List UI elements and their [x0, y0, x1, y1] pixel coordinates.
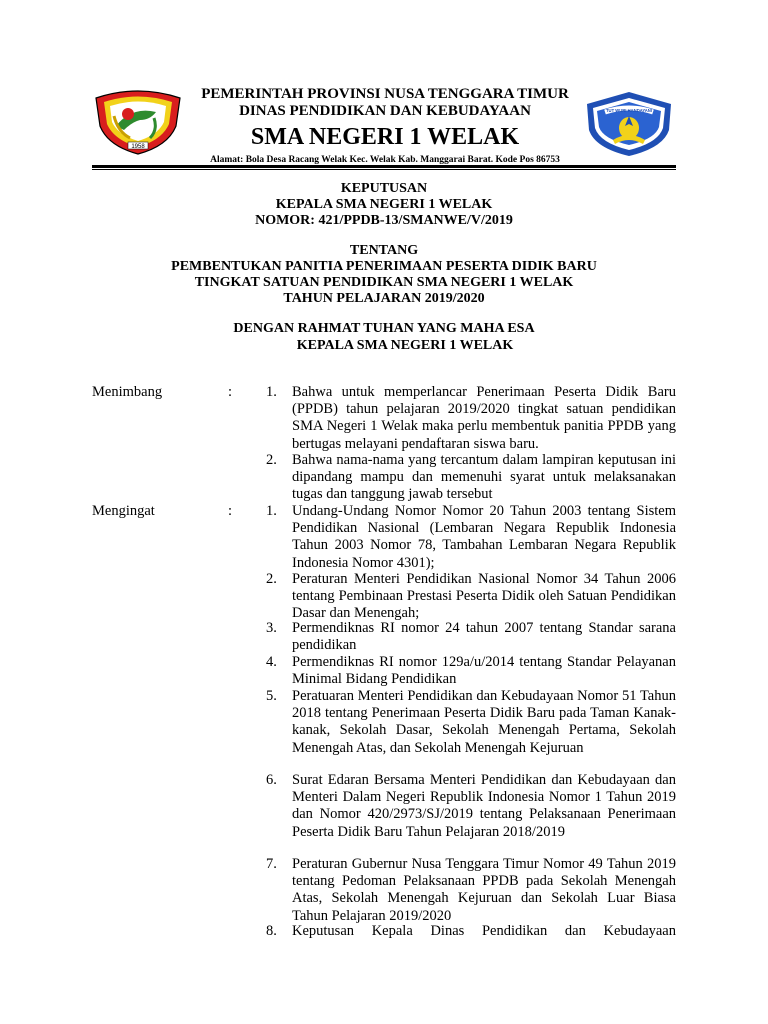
decree-number: NOMOR: 421/PPDB-13/SMANWE/V/2019: [255, 213, 513, 228]
decree-subject: [80, 243, 688, 307]
item-text: Permendiknas RI nomor 24 tahun 2007 tentang Standar sarana pendidikan: [292, 620, 676, 654]
subject-line-3: TAHUN PELAJARAN 2019/2020: [283, 291, 485, 306]
item-text: Peratuaran Menteri Pendidikan dan Kebudayaan Nomor 51 Tahun 2018 tentang Penerimaan Peserta Didik Baru pada Taman Kanak-kanak, Sekolah Dasar, Sekolah Menengah Pertama, Sekolah Menengah Atas, dan Sekolah Menengah Kejuruan: [292, 688, 676, 756]
mengingat-label: Mengingat: [92, 503, 155, 519]
subject-line-2: TINGKAT SATUAN PENDIDIKAN SMA NEGERI 1 WELAK: [194, 275, 574, 290]
letterhead: [186, 86, 584, 166]
blessing-line-2: KEPALA SMA NEGERI 1 WELAK: [296, 338, 514, 353]
mengingat-item: [266, 772, 676, 841]
mengingat-item: [266, 688, 676, 757]
letterhead-address: Alamat: Bola Desa Racang Welak Kec. Welak Kab. Manggarai Barat. Kode Pos 86753: [210, 155, 560, 165]
mengingat-item: [266, 923, 676, 940]
item-text: Bahwa untuk memperlancar Penerimaan Peserta Didik Baru (PPDB) tahun pelajaran 2019/2020 tingkat satuan pendidikan SMA Negeri 1 Welak maka perlu membentuk panitia PPDB yang bertugas melayani pendaftaran siswa baru.: [292, 384, 676, 452]
item-number: 2.: [266, 452, 277, 468]
menimbang-label: Menimbang: [92, 384, 163, 400]
subject-label: TENTANG: [349, 243, 419, 258]
mengingat-colon: :: [228, 503, 233, 519]
item-number: 1.: [266, 503, 277, 519]
item-text: Permendiknas RI nomor 129a/u/2014 tentang Standar Pelayanan Minimal Bidang Pendidikan: [292, 654, 676, 688]
mengingat-item: [266, 620, 676, 654]
item-text: Undang-Undang Nomor Nomor 20 Tahun 2003 tentang Sistem Pendidikan Nasional (Lembaran Negara Republik Indonesia Tahun 2003 Nomor 78, Tambahan Lembaran Negara Republik Indonesia Nomor 4301);: [292, 503, 676, 571]
letterhead-government: PEMERINTAH PROVINSI NUSA TENGGARA TIMUR: [201, 86, 569, 102]
letterhead-rule-thick: [92, 165, 676, 168]
decree-issuer: KEPALA SMA NEGERI 1 WELAK: [275, 197, 493, 212]
letterhead-school-name: SMA NEGERI 1 WELAK: [250, 124, 520, 150]
menimbang-item: [266, 384, 676, 453]
menimbang-item: [266, 452, 676, 504]
item-number: 5.: [266, 688, 277, 704]
mengingat-item: [266, 503, 676, 572]
subject-line-1: PEMBENTUKAN PANITIA PENERIMAAN PESERTA DIDIK BARU: [171, 259, 597, 274]
item-number: 8.: [266, 923, 277, 939]
menimbang-colon: :: [228, 384, 233, 400]
item-text: Peraturan Gubernur Nusa Tenggara Timur Nomor 49 Tahun 2019 tentang Pedoman Pelaksanaan PPDB pada Sekolah Menengah Atas, Sekolah Menengah Kejuruan dan Sekolah Luar Biasa Tahun Pelajaran 2019/2020: [292, 856, 676, 924]
blessing-block: [80, 320, 688, 354]
item-number: 3.: [266, 620, 277, 636]
letterhead-rule-thin: [92, 169, 676, 170]
mengingat-item: [266, 654, 676, 688]
mengingat-item: [266, 856, 676, 925]
mengingat-item: [266, 571, 676, 623]
letterhead-department: DINAS PENDIDIKAN DAN KEBUDAYAAN: [239, 103, 531, 119]
blessing-line-1: DENGAN RAHMAT TUHAN YANG MAHA ESA: [233, 321, 535, 336]
emblem-year-text: 1958: [131, 144, 145, 150]
emblem-motto-text: TUT WURI HANDAYANI: [606, 108, 652, 113]
item-text: Keputusan Kepala Dinas Pendidikan dan Kebudayaan: [292, 923, 676, 939]
item-text: Surat Edaran Bersama Menteri Pendidikan dan Kebudayaan dan Menteri Dalam Negeri Republik Indonesia Nomor 1 Tahun 2019 dan Nomor 420/2973/SJ/2019 tentang Pelaksanaan Penerimaan Peserta Didik Baru Tahun Pelajaran 2018/2019: [292, 772, 676, 840]
tut-wuri-handayani-icon: [583, 90, 675, 158]
item-number: 7.: [266, 856, 277, 872]
item-number: 6.: [266, 772, 277, 788]
item-number: 2.: [266, 571, 277, 587]
item-text: Peraturan Menteri Pendidikan Nasional Nomor 34 Tahun 2006 tentang Pembinaan Prestasi Peserta Didik oleh Satuan Pendidikan Dasar dan Menengah;: [292, 571, 676, 622]
item-text: Bahwa nama-nama yang tercantum dalam lampiran keputusan ini dipandang mampu dan memenuhi syarat untuk melaksanakan tugas dan tanggung jawab tersebut: [292, 452, 676, 503]
item-number: 1.: [266, 384, 277, 400]
decree-title: KEPUTUSAN: [340, 181, 428, 196]
province-emblem-icon: [92, 86, 184, 156]
item-number: 4.: [266, 654, 277, 670]
decree-heading: [80, 181, 688, 229]
